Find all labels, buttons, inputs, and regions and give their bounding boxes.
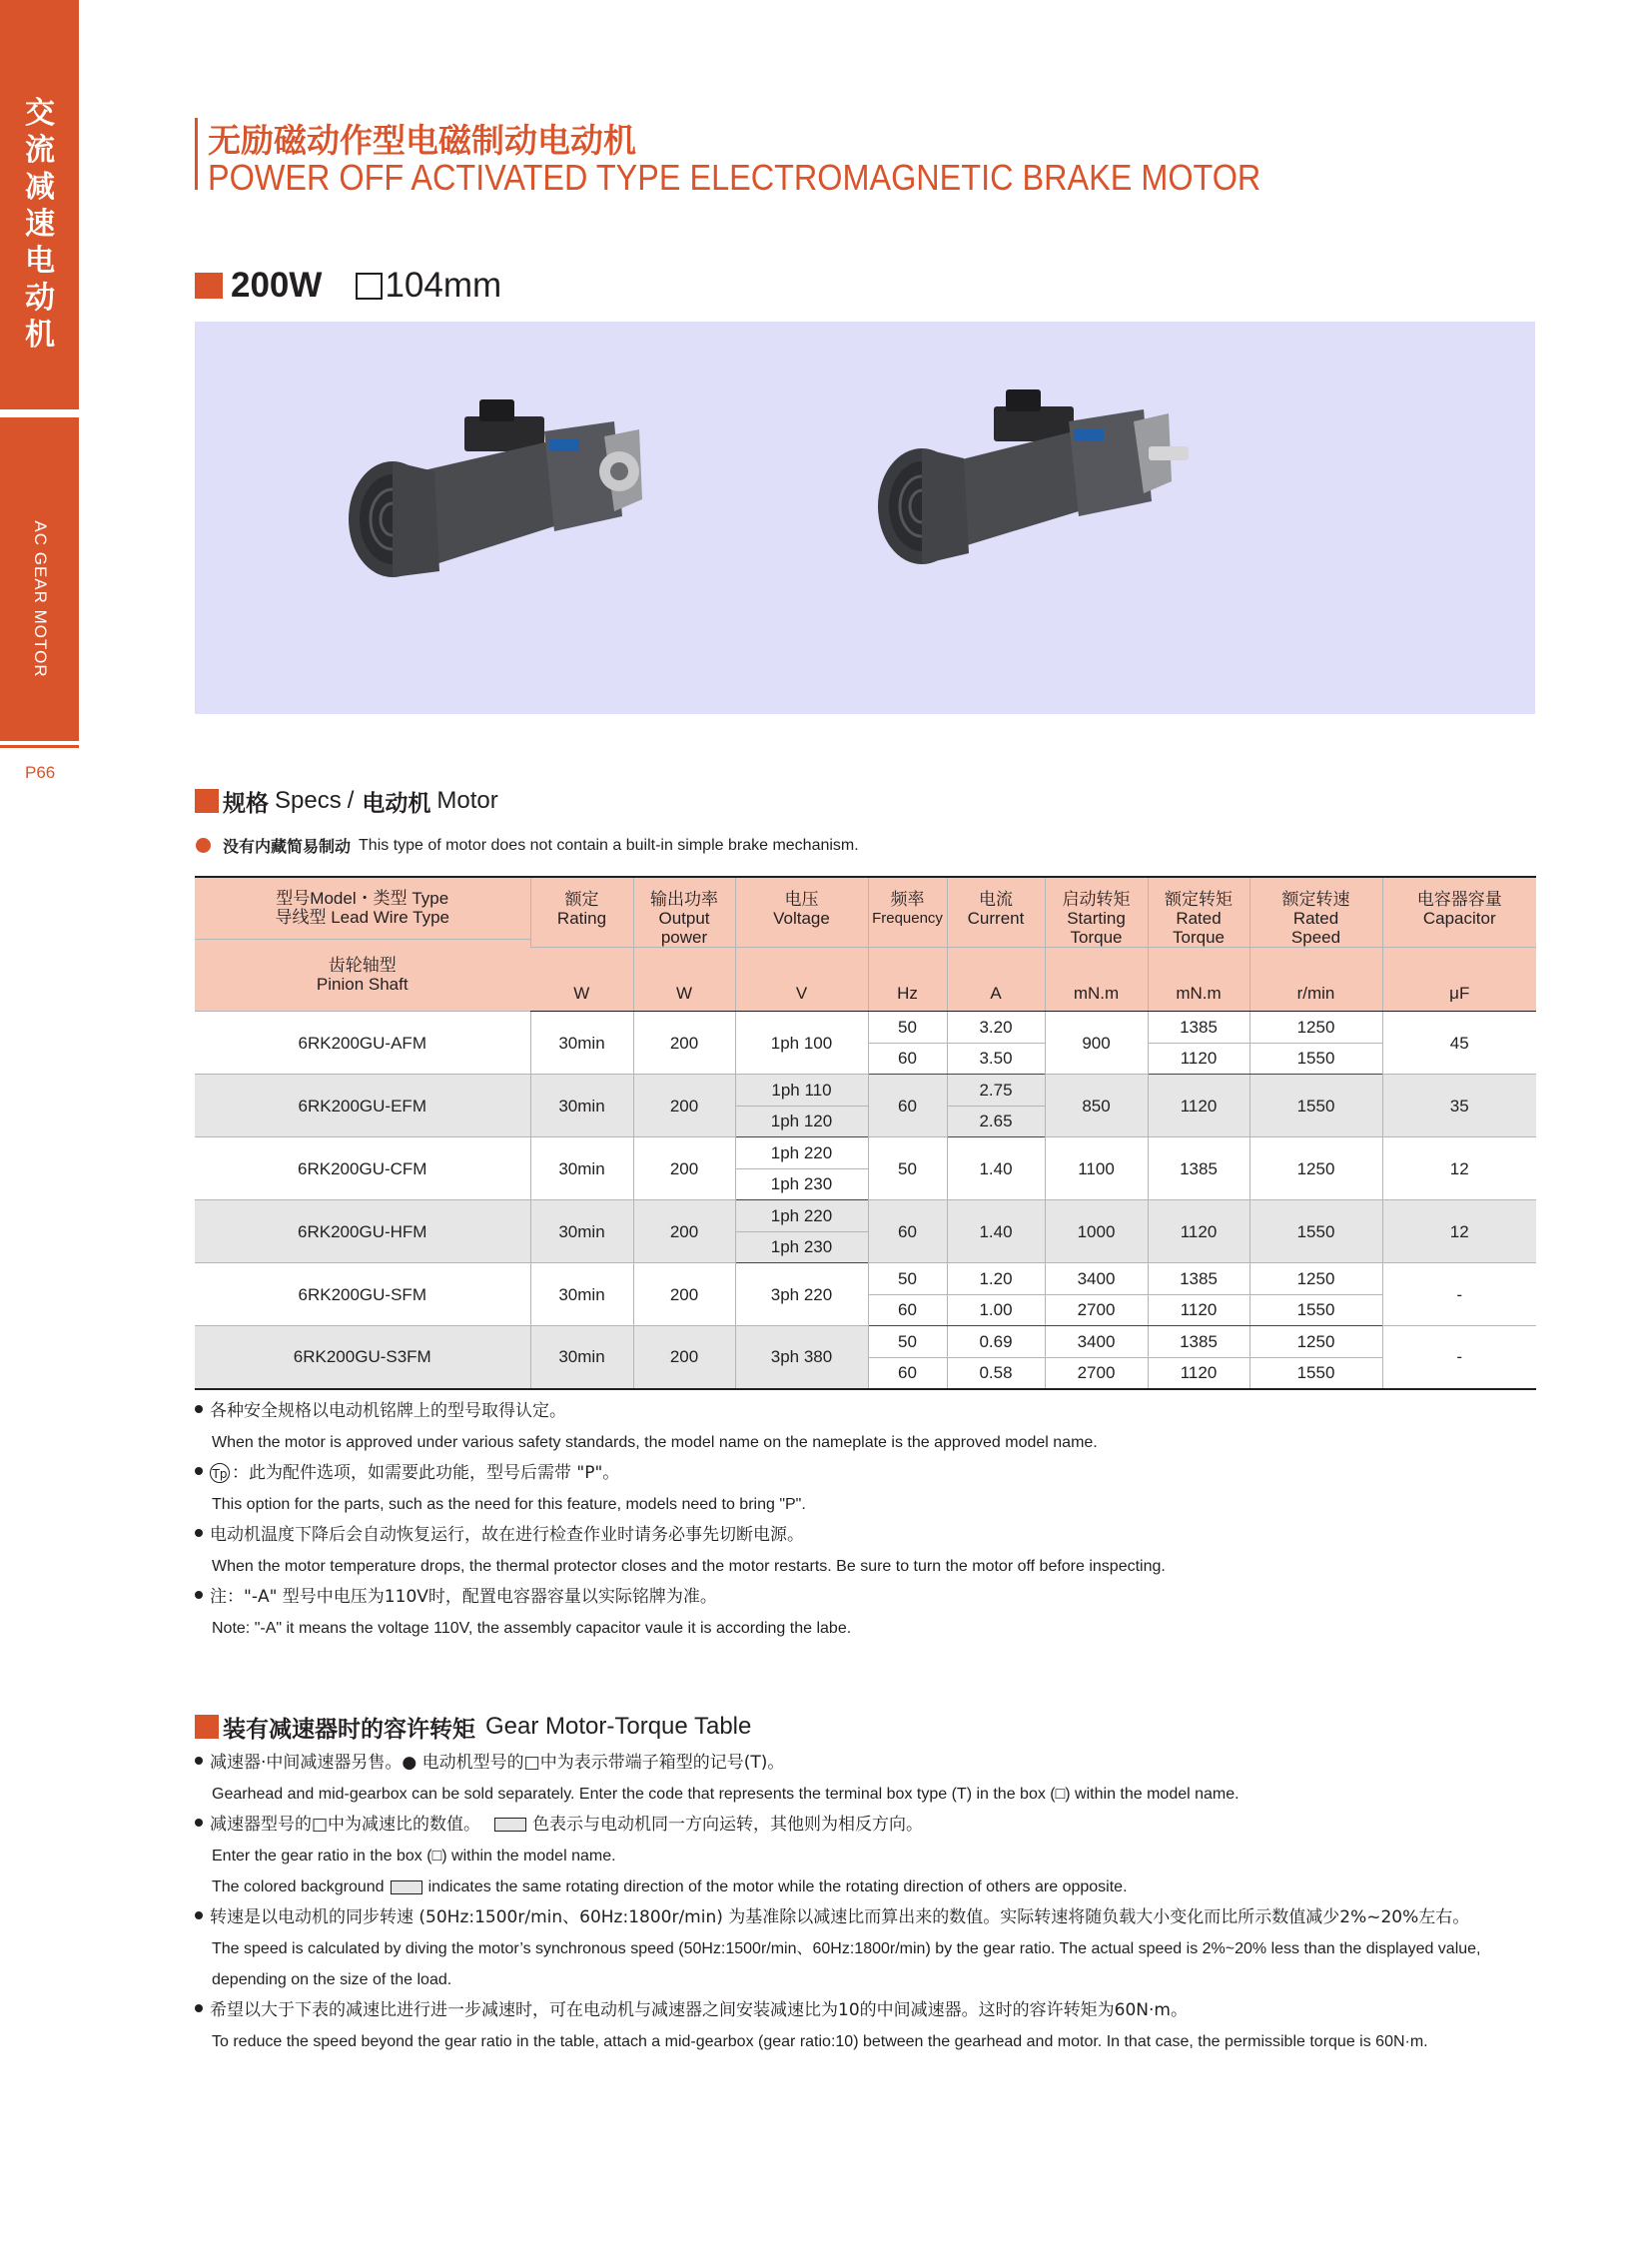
model-header <box>195 268 501 304</box>
specs-table <box>195 876 1536 1390</box>
col-capacitor: 电容器容量 Capacitor <box>1382 877 1536 948</box>
bullet-icon <box>195 1405 203 1413</box>
table-row: 1ph 230 <box>195 1168 1536 1200</box>
colored-background-swatch <box>494 1818 526 1832</box>
note-item: 电动机温度下降后会自动恢复运行，故在进行检查作业时请务必事先切断电源。 <box>195 1520 1166 1551</box>
brake-note: 没有内藏简易制动 This type of motor does not contain a built-in simple brake mechanism. <box>196 834 859 857</box>
bullet-icon <box>195 1467 203 1475</box>
table-row: 6RK200GU-SFM 30min 200 3ph 220 50 1.20 3400 1385 1250 - <box>195 1263 1536 1295</box>
power-rating: 200W <box>231 266 323 305</box>
col-pinion: 齿轮轴型 Pinion Shaft <box>195 939 530 1012</box>
model-cell: 6RK200GU-S3FM <box>195 1326 530 1389</box>
specs-heading: 规格 Specs / 电动机 Motor <box>195 785 498 817</box>
side-english-label: AC GEAR MOTOR <box>31 520 50 678</box>
note-item: 转速是以电动机的同步转速 (50Hz:1500r/min、60Hz:1800r/min) 为基准除以减速比而算出来的数值。实际转速将随负载大小变化而比所示数值减少2%~20%左右。 <box>195 1902 1481 1933</box>
orange-square-icon <box>195 789 219 813</box>
unit-w2: W <box>633 948 735 1012</box>
bullet-icon <box>195 1819 203 1827</box>
table-row: 60 1.00 2700 1120 1550 <box>195 1294 1536 1326</box>
table-row: 6RK200GU-CFM 30min 200 1ph 220 50 1.40 1100 1385 1250 12 <box>195 1137 1536 1169</box>
table-row: 6RK200GU-AFM 30min 200 1ph 100 50 3.20 900 1385 1250 45 <box>195 1012 1536 1044</box>
note-item-en: When the motor temperature drops, the thermal protector closes and the motor restarts. Be sure to turn the motor off before inspecting. <box>212 1558 1166 1575</box>
note-item-en: Note: "-A" it means the voltage 110V, the assembly capacitor vaule it is according the labe. <box>212 1620 852 1637</box>
motor-image-left <box>349 399 642 577</box>
col-current: 电流 Current <box>947 877 1045 948</box>
unit-mnm-start: mN.m <box>1045 948 1148 1012</box>
page-title-en: POWER OFF ACTIVATED TYPE ELECTROMAGNETIC BRAKE MOTOR <box>208 157 1261 198</box>
tp-option-icon: Tp <box>210 1463 230 1483</box>
unit-rmin: r/min <box>1249 948 1382 1012</box>
bullet-icon <box>195 2004 203 2012</box>
frame-size: 104mm <box>385 266 502 305</box>
col-model: 型号Model・类型 Type 导线型 Lead Wire Type <box>195 877 530 939</box>
note-item-en: The colored background indicates the same rotating direction of the motor while the rotating direction of others are opposite. <box>212 1878 1128 1895</box>
unit-a: A <box>947 948 1045 1012</box>
title-accent-bar <box>195 118 198 190</box>
note-item-en: When the motor is approved under various safety standards, the model name on the nameplate is the approved model name. <box>212 1434 1098 1451</box>
product-photo-panel <box>195 322 1535 714</box>
table-row: 60 3.50 1120 1550 <box>195 1043 1536 1075</box>
unit-hz: Hz <box>868 948 947 1012</box>
orange-square-icon <box>195 1715 219 1739</box>
note-item-en: The speed is calculated by diving the motor’s synchronous speed (50Hz:1500r/min、60Hz:1800r/min) by the gear ratio. The actual speed is 2%~20% less than the displayed value, <box>212 1940 1481 1957</box>
gear-heading: 装有减速器时的容许转矩 Gear Motor-Torque Table <box>195 1711 751 1743</box>
colored-background-swatch <box>391 1880 422 1894</box>
orange-square-icon <box>195 273 223 299</box>
unit-uf: μF <box>1382 948 1536 1012</box>
note-item: 减速器·中间减速器另售。● 电动机型号的□中为表示带端子箱型的记号(T)。 <box>195 1748 1481 1779</box>
square-size-icon <box>356 273 383 300</box>
note-item: 希望以大于下表的减速比进行进一步减速时，可在电动机与减速器之间安装减速比为10的中间减速器。这时的容许转矩为60N·m。 <box>195 1995 1481 2026</box>
note-item: Tp ：此为配件选项，如需要此功能，型号后需带 "P"。 <box>195 1458 1166 1489</box>
gear-notes <box>195 1748 1481 2057</box>
col-frequency: 频率 Frequency <box>868 877 947 948</box>
page-number: P66 <box>25 763 56 782</box>
bullet-icon <box>195 1911 203 1919</box>
col-voltage: 电压 Voltage <box>735 877 868 948</box>
unit-v: V <box>735 948 868 1012</box>
note-item-en: depending on the size of the load. <box>212 1971 452 1988</box>
note-item-en: Enter the gear ratio in the box (□) within the model name. <box>212 1848 616 1865</box>
col-rated-speed: 额定转速 Rated Speed <box>1249 877 1382 948</box>
unit-mnm-rated: mN.m <box>1148 948 1249 1012</box>
note-item-en: This option for the parts, such as the need for this feature, models need to bring "P". <box>212 1496 806 1513</box>
side-divider <box>0 745 79 748</box>
note-item: 各种安全规格以电动机铭牌上的型号取得认定。 <box>195 1396 1166 1427</box>
bullet-icon <box>195 1529 203 1537</box>
note-item: 减速器型号的□中为减速比的数值。 色表示与电动机同一方向运转，其他则为相反方向。 <box>195 1810 1481 1841</box>
col-rating: 额定 Rating <box>530 877 633 948</box>
note-item-en: To reduce the speed beyond the gear ratio in the table, attach a mid-gearbox (gear ratio:10) between the gearhead and motor. In that case, the permissible torque is 60N·m. <box>212 2033 1428 2050</box>
table-row: 60 0.58 2700 1120 1550 <box>195 1357 1536 1389</box>
table-row: 6RK200GU-S3FM 30min 200 3ph 380 50 0.69 3400 1385 1250 - <box>195 1326 1536 1358</box>
motor-image-right <box>878 389 1189 564</box>
table-row: 1ph 230 <box>195 1231 1536 1263</box>
unit-w: W <box>530 948 633 1012</box>
col-rated-torque: 额定转矩 Rated Torque <box>1148 877 1249 948</box>
side-chinese-label: 交流减速电动机 <box>25 96 55 353</box>
page-title-cn: 无励磁动作型电磁制动电动机 <box>208 121 636 160</box>
col-starting-torque: 启动转矩 Starting Torque <box>1045 877 1148 948</box>
model-cell: 6RK200GU-HFM <box>195 1200 530 1263</box>
model-cell: 6RK200GU-AFM <box>195 1012 530 1075</box>
table-row: 1ph 120 2.65 <box>195 1106 1536 1137</box>
bullet-icon <box>195 1591 203 1599</box>
model-cell: 6RK200GU-CFM <box>195 1137 530 1200</box>
table-row: 6RK200GU-HFM 30min 200 1ph 220 60 1.40 1000 1120 1550 12 <box>195 1200 1536 1232</box>
model-cell: 6RK200GU-SFM <box>195 1263 530 1326</box>
motor-images <box>195 322 1535 714</box>
note-item-en: Gearhead and mid-gearbox can be sold separately. Enter the code that represents the terminal box type (T) in the box (□) within the model name. <box>212 1786 1239 1803</box>
table-row: 6RK200GU-EFM 30min 200 1ph 110 60 2.75 850 1120 1550 35 <box>195 1075 1536 1107</box>
note-item: 注："-A" 型号中电压为110V时，配置电容器容量以实际铭牌为准。 <box>195 1582 1166 1613</box>
orange-dot-icon <box>196 838 211 853</box>
bullet-icon <box>195 1757 203 1765</box>
spec-notes <box>195 1396 1166 1644</box>
col-output: 输出功率 Output power <box>633 877 735 948</box>
model-cell: 6RK200GU-EFM <box>195 1075 530 1137</box>
